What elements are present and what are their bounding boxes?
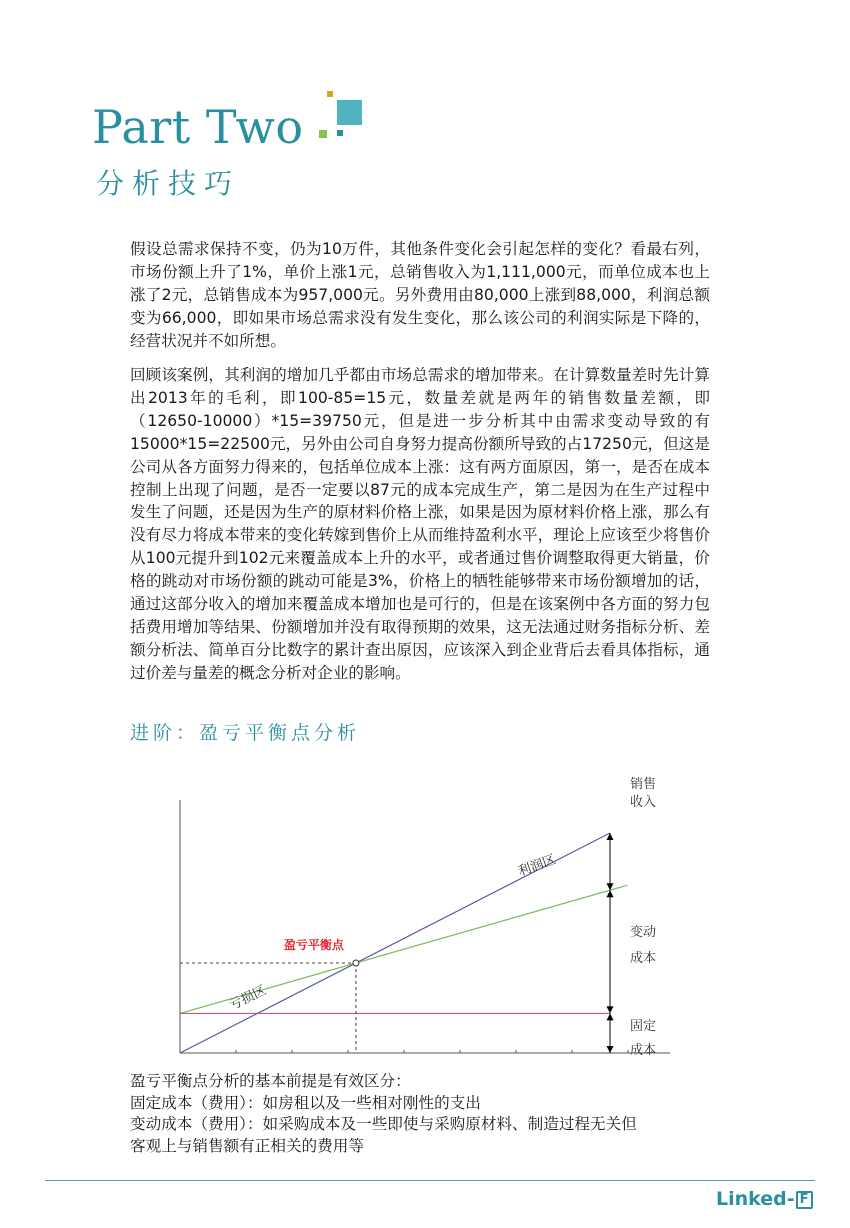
paragraph-2: 回顾该案例，其利润的增加几乎都由市场总需求的增加带来。在计算数量差时先计算出2013年的毛利，即100-85=15元，数量差就是两年的销售数量差额，即（12650-10000）*15=39750元，但是进一步分析其中由需求变动导致的有15000*15=22500元，另外由公司自身努力提高份额所导致的占17250元，但这是公司从各方面努力得来的，包括单位成本上涨：这有两方面原因，第一，是否在成本控制上出现了问题，是否一定要以87元的成本完成生产，第二是因为在生产过程中发生了问题，还是因为生产的原材料价格上涨，如果是因为原材料价格上涨，那么有没有尽力将成本带来的变化转嫁到售价上从而维持盈利水平，理论上应该至少将售价从100元提升到102元来覆盖成本上升的水平，或者通过售价调整取得更大销量，价格的跳动对市场份额的跳动可能是3%，价格上的牺牲能够带来市场份额增加的话，通过这部分收入的增加来覆盖成本增加也是可行的，但是在该案例中各方面的努力包括费用增加等结果、份额增加并没有取得预期的效果，这无法通过财务指标分析、差额分析法、简单百分比数字的累计查出原因，应该深入到企业背后去看具体指标，通过价差与量差的概念分析对企业的影响。: [130, 366, 710, 682]
part-subtitle: 分析技巧: [96, 167, 241, 200]
paragraph-1: 假设总需求保持不变，仍为10万件，其他条件变化会引起怎样的变化？看最右列，市场份额上升了1%，单价上涨1元，总销售收入为1,111,000元，而单位成本也上涨了2元，总销售成本为957,000元。另外费用由80,000上涨到88,000，利润总额变为66,000，即如果市场总需求没有发生变化，那么该公司的利润实际是下降的，经营状况并不如所想。: [130, 240, 710, 350]
notes: [130, 1071, 730, 1157]
variable-cost-arrow-down: [607, 1006, 614, 1013]
logo-box-letter: F: [796, 1191, 813, 1209]
variable-cost-label-1: 变动: [630, 925, 657, 940]
fixed-cost-label-1: 固定: [630, 1019, 657, 1034]
footer-logo: [716, 1188, 813, 1210]
footer-divider: [45, 1180, 815, 1181]
fixed-cost-arrow-down: [607, 1046, 614, 1053]
part-title: Part Two: [92, 100, 304, 154]
note-line-3: 变动成本（费用）：如采购成本及一些即使与采购原材料、制造过程无关但: [130, 1115, 637, 1133]
fixed-cost-arrow-up: [607, 1013, 614, 1020]
profit-zone-label: 利润区: [516, 852, 559, 880]
revenue-label-2: 收入: [630, 795, 657, 810]
variable-cost-label-2: 成本: [630, 951, 657, 966]
breakeven-label: 盈亏平衡点: [283, 938, 344, 952]
note-line-4: 客观上与销售额有正相关的费用等: [130, 1136, 364, 1155]
logo-text: Linked-: [716, 1188, 795, 1210]
revenue-label-1: 销售: [630, 777, 657, 792]
breakeven-chart: [140, 770, 710, 1062]
breakeven-point: [353, 960, 359, 966]
loss-zone-label: 亏损区: [227, 983, 269, 1014]
note-line-2: 固定成本（费用）：如房租以及一些相对刚性的支出: [130, 1093, 481, 1112]
fixed-cost-label-2: 成本: [630, 1043, 657, 1058]
note-line-1: 盈亏平衡点分析的基本前提是有效区分：: [130, 1072, 411, 1090]
section-heading: 进阶：盈亏平衡点分析: [130, 722, 361, 744]
